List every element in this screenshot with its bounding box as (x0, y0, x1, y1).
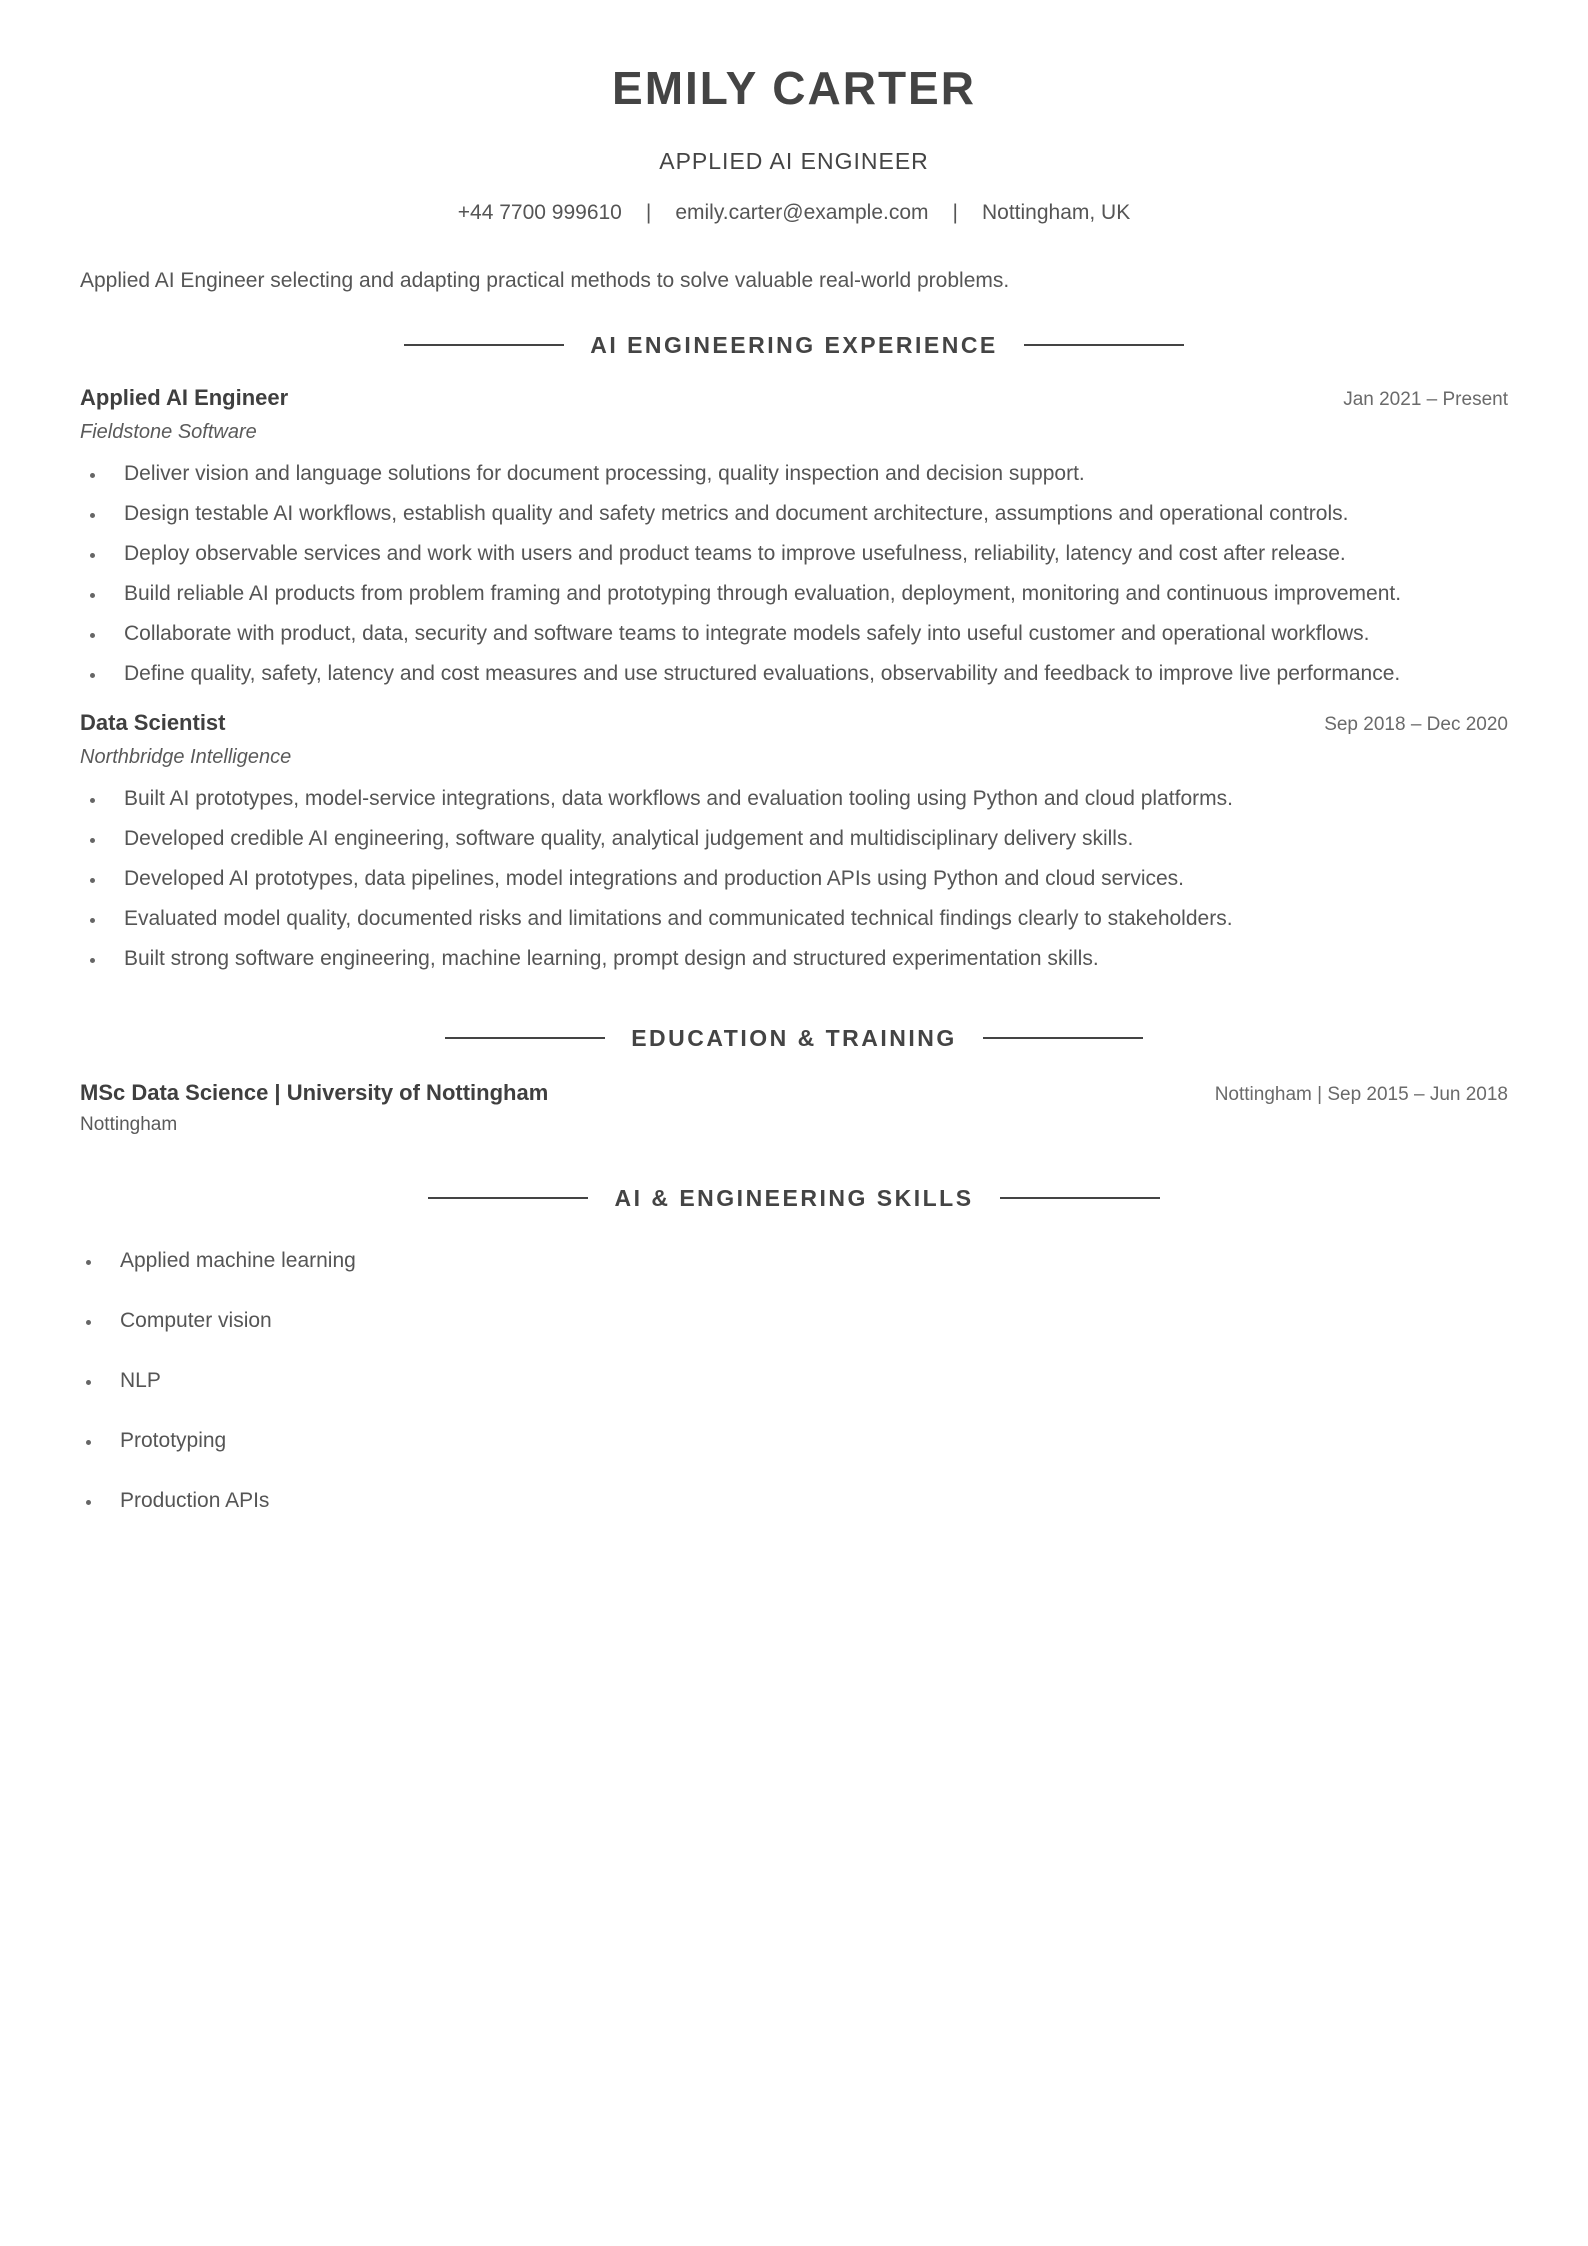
job-dates: Sep 2018 – Dec 2020 (1324, 714, 1508, 735)
job-bullet: Developed AI prototypes, data pipelines, model integrations and production APIs using Python and cloud services. (80, 865, 1508, 893)
location: Nottingham, UK (981, 201, 1131, 224)
skill-item: Computer vision (80, 1307, 1508, 1335)
skill-item: NLP (80, 1367, 1508, 1395)
email-address: emily.carter@example.com (675, 201, 929, 224)
job-header (80, 383, 1508, 413)
section-heading-text: EDUCATION & TRAINING (631, 1025, 957, 1051)
job-entry (80, 383, 1508, 688)
education-header (80, 1078, 1508, 1108)
heading-rule-left (428, 1197, 588, 1199)
degree-and-school: MSc Data Science | University of Nottingham (80, 1080, 549, 1105)
heading-rule-right (1024, 344, 1184, 346)
job-bullet: Evaluated model quality, documented risks and limitations and communicated technical findings clearly to stakeholders. (80, 905, 1508, 933)
section-heading-text: AI ENGINEERING EXPERIENCE (590, 332, 998, 358)
heading-rule-right (1000, 1197, 1160, 1199)
skill-item: Applied machine learning (80, 1247, 1508, 1275)
skill-item: Prototyping (80, 1427, 1508, 1455)
contact-line (80, 199, 1508, 227)
section-heading-education (80, 1023, 1508, 1053)
job-bullet: Deliver vision and language solutions for document processing, quality inspection and decision support. (80, 460, 1508, 488)
section-heading-experience (80, 330, 1508, 360)
section-heading-skills (80, 1183, 1508, 1213)
job-bullet: Design testable AI workflows, establish quality and safety metrics and document architecture, assumptions and operational controls. (80, 500, 1508, 528)
company-name: Fieldstone Software (80, 421, 257, 443)
job-title: Data Scientist (80, 710, 226, 735)
job-bullet: Developed credible AI engineering, software quality, analytical judgement and multidisciplinary delivery skills. (80, 825, 1508, 853)
education-location-dates: Nottingham | Sep 2015 – Jun 2018 (1214, 1084, 1508, 1105)
job-dates: Jan 2021 – Present (1343, 389, 1508, 410)
phone-number: +44 7700 999610 (457, 201, 622, 224)
job-bullet: Deploy observable services and work with users and product teams to improve usefulness, reliability, latency and cost after release. (80, 540, 1508, 568)
job-bullet: Built strong software engineering, machine learning, prompt design and structured experimentation skills. (80, 945, 1508, 973)
job-bullet: Built AI prototypes, model-service integrations, data workflows and evaluation tooling using Python and cloud platforms. (80, 785, 1508, 813)
job-title-headline: APPLIED AI ENGINEER (659, 148, 929, 174)
skill-item: Production APIs (80, 1487, 1508, 1515)
heading-rule-left (445, 1037, 605, 1039)
job-header (80, 708, 1508, 738)
education-location: Nottingham (80, 1114, 178, 1135)
job-bullets (80, 785, 1508, 973)
job-bullets (80, 460, 1508, 688)
job-bullet: Build reliable AI products from problem framing and prototyping through evaluation, deployment, monitoring and continuous improvement. (80, 580, 1508, 608)
skills-list (80, 1247, 1508, 1515)
profile-summary: Applied AI Engineer selecting and adapting practical methods to solve valuable real-world problems. (80, 269, 1010, 292)
company-name: Northbridge Intelligence (80, 746, 292, 768)
contact-separator: | (645, 201, 652, 224)
contact-separator: | (952, 201, 958, 224)
job-title: Applied AI Engineer (80, 385, 289, 410)
job-entry (80, 708, 1508, 973)
heading-rule-left (404, 344, 564, 346)
heading-rule-right (983, 1037, 1143, 1039)
job-bullet: Define quality, safety, latency and cost measures and use structured evaluations, observability and feedback to improve live performance. (80, 660, 1508, 688)
job-bullet: Collaborate with product, data, security and software teams to integrate models safely into useful customer and operational workflows. (80, 620, 1508, 648)
candidate-name: EMILY CARTER (612, 62, 976, 114)
education-entry (80, 1078, 1508, 1138)
section-heading-text: AI & ENGINEERING SKILLS (614, 1185, 974, 1211)
